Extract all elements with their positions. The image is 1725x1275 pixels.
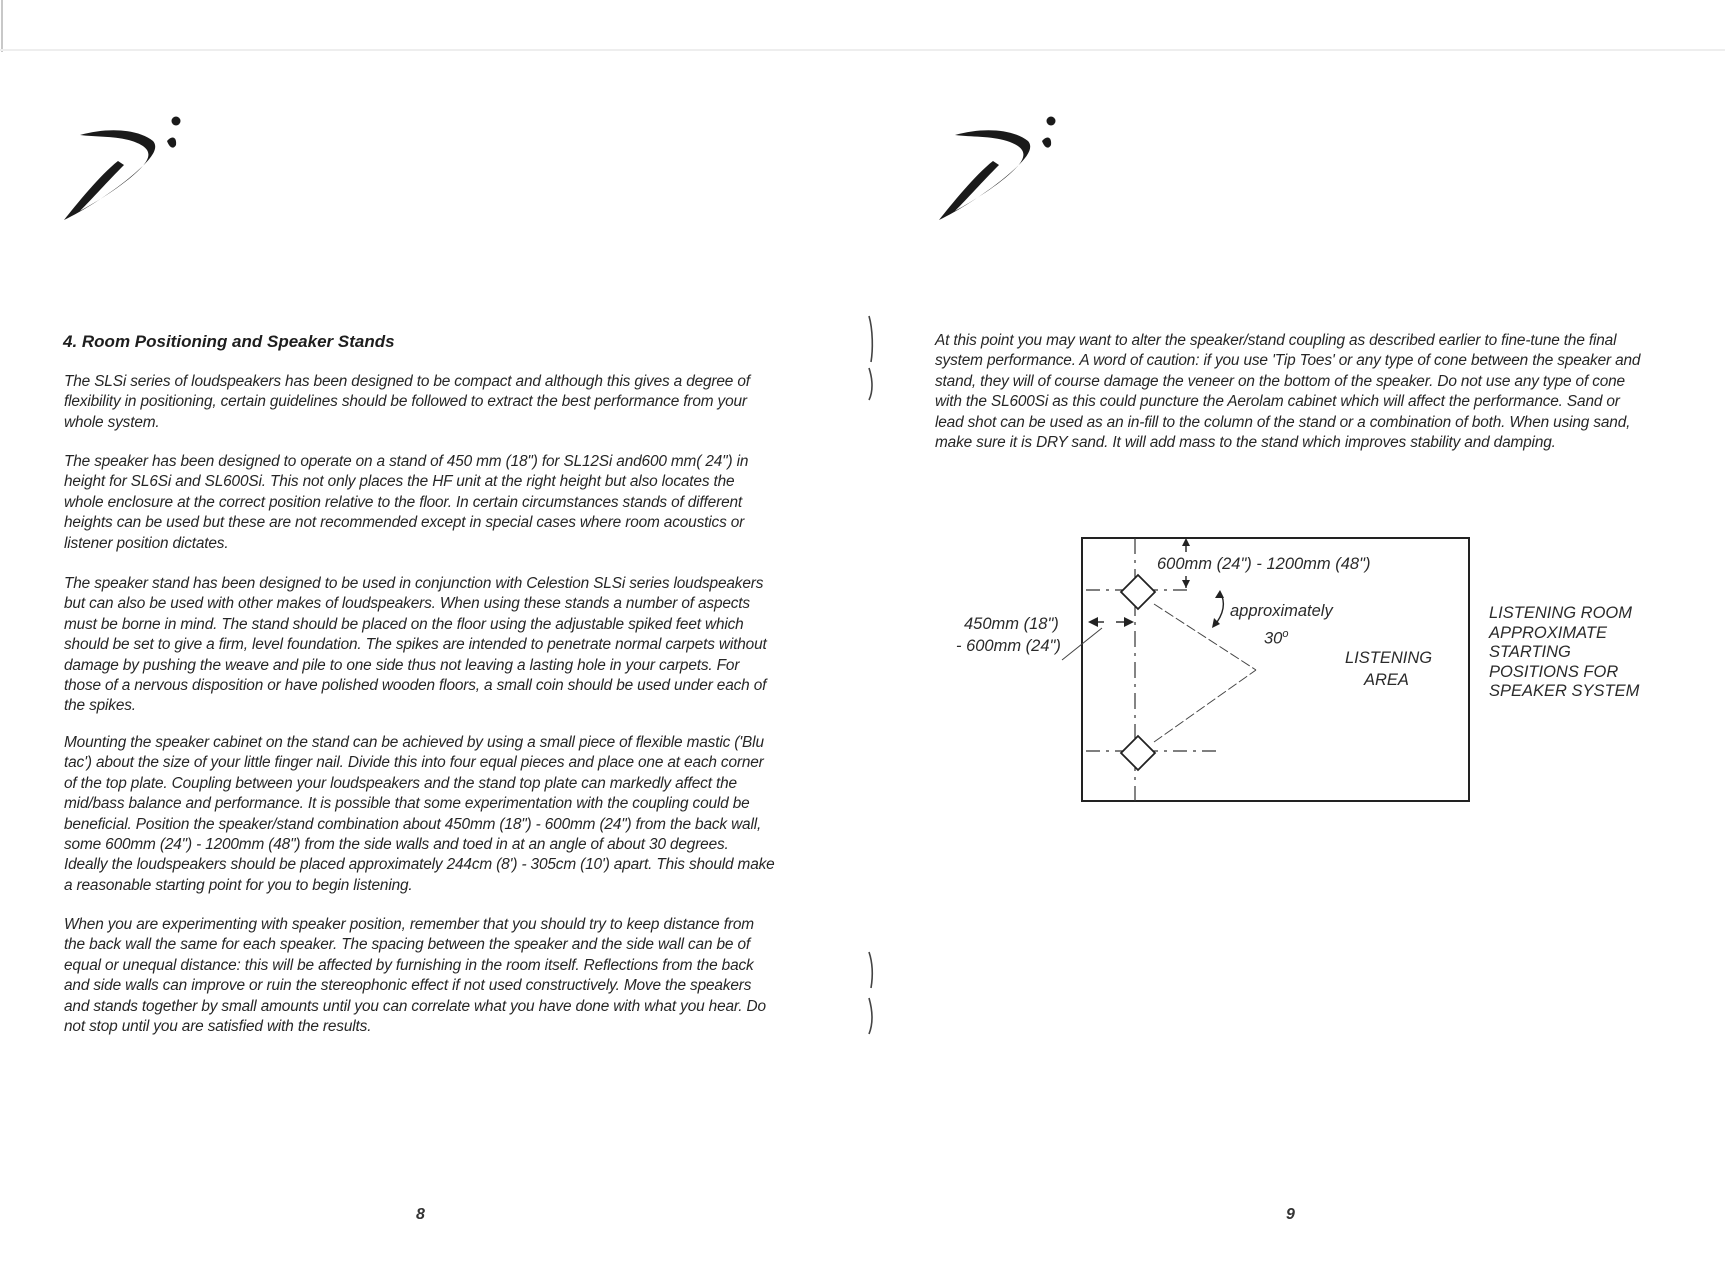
page-number-left: 8 <box>416 1206 425 1223</box>
left-page <box>0 0 862 1275</box>
caption-line: POSITIONS FOR <box>1489 662 1619 681</box>
paragraph-stand-height: The speaker has been designed to operate on a stand of 450 mm (18") for SL12Si and600 mm( 24") in height for SL6Si and SL600Si. This not only places the HF unit at the right height but also locates the whole enclosure at the correct position relative to the floor. In certain circumstances stands of different heights can be used but these are not recommended except in special cases where room acoustics or listener position dictates. <box>64 453 749 552</box>
back-distance-label-2: - 600mm (24") <box>956 637 1061 655</box>
back-distance-label-1: 450mm (18") <box>964 615 1059 633</box>
paragraph-stand-usage: The speaker stand has been designed to be used in conjunction with Celestion SLSi series loudspeakers but can also be used with other makes of loudspeakers. When using these stands a number of aspects must be borne in mind. The stand should be placed on the floor using the adjustable spiked feet which should be set to give a firm, level foundation. The spikes are intended to penetrate normal carpets without damage by pushing the weave and pile to one side thus not leaving a lasting hole in your carpets. For those of a nervous disposition or have polished wooden floors, a small coin should be used under each of the spikes. <box>64 575 767 715</box>
listening-area-label-1: LISTENING <box>1345 649 1433 667</box>
paragraph-coupling: At this point you may want to alter the speaker/stand coupling as described earlier to fine-tune the final system performance. A word of caution: if you use 'Tip Toes' or any type of cone between the speaker and stand, they will of course damage the veneer on the bottom of the speaker. Do not use any type of cone with the SL600Si as this could puncture the Aerolam cabinet which will affect the performance. Sand or lead shot can be used as an in-fill to the column of the stand or a combination of both. When using sand, make sure it is DRY sand. It will add mass to the stand which improves stability and damping. <box>935 332 1641 452</box>
angle-label-2: 30$^o$ <box>1264 628 1289 648</box>
caption-line: SPEAKER SYSTEM <box>1489 682 1640 701</box>
right-page <box>862 0 1725 1275</box>
caption-line: STARTING <box>1489 643 1571 662</box>
si-logo-right <box>933 105 1063 225</box>
paragraph-mounting: Mounting the speaker cabinet on the stand can be achieved by using a small piece of flexible mastic ('Blu tac') about the size of your little finger nail. Divide this into four equal pieces and place one at each corner of the top plate. Coupling between your loudspeakers and the stand top plate can markedly affect the mid/bass balance and performance. It is possible that some experimentation with the coupling could be beneficial. Position the speaker/stand combination about 450mm (18") - 600mm (24") from the back wall, some 600mm (24") - 1200mm (48") from the side walls and toed in at an angle of about 30 degrees. Ideally the loudspeakers should be placed approximately 244cm (8') - 305cm (10') apart. This should make a reasonable starting point for you to begin listening. <box>64 734 775 894</box>
listening-area-label-2: AREA <box>1364 671 1409 689</box>
paragraph-experimenting: When you are experimenting with speaker position, remember that you should try to keep distance from the back wall the same for each speaker. The spacing between the speaker and the side wall can be of equal or unequal distance: this will be affected by furnishing in the room itself. Reflections from the back and side walls can improve or ruin the stereophonic effect if not used constructively. Move the speakers and stands together by small amounts until you can correlate what you have done with what you hear. Do not stop until you are satisfied with the results. <box>64 916 766 1036</box>
caption-line: LISTENING ROOM <box>1489 604 1633 622</box>
caption-line: APPROXIMATE <box>1489 623 1607 642</box>
section-heading: 4. Room Positioning and Speaker Stands <box>63 332 395 351</box>
diagram-caption <box>1489 604 1639 702</box>
page-number-right: 9 <box>1286 1206 1295 1223</box>
side-distance-label: 600mm (24") - 1200mm (48") <box>1157 555 1371 573</box>
si-logo <box>58 105 188 225</box>
angle-label-1: approximately <box>1230 602 1333 620</box>
paragraph-intro: The SLSi series of loudspeakers has been designed to be compact and although this gives a degree of flexibility in positioning, certain guidelines should be followed to extract the best performance from your whole system. <box>64 373 750 431</box>
